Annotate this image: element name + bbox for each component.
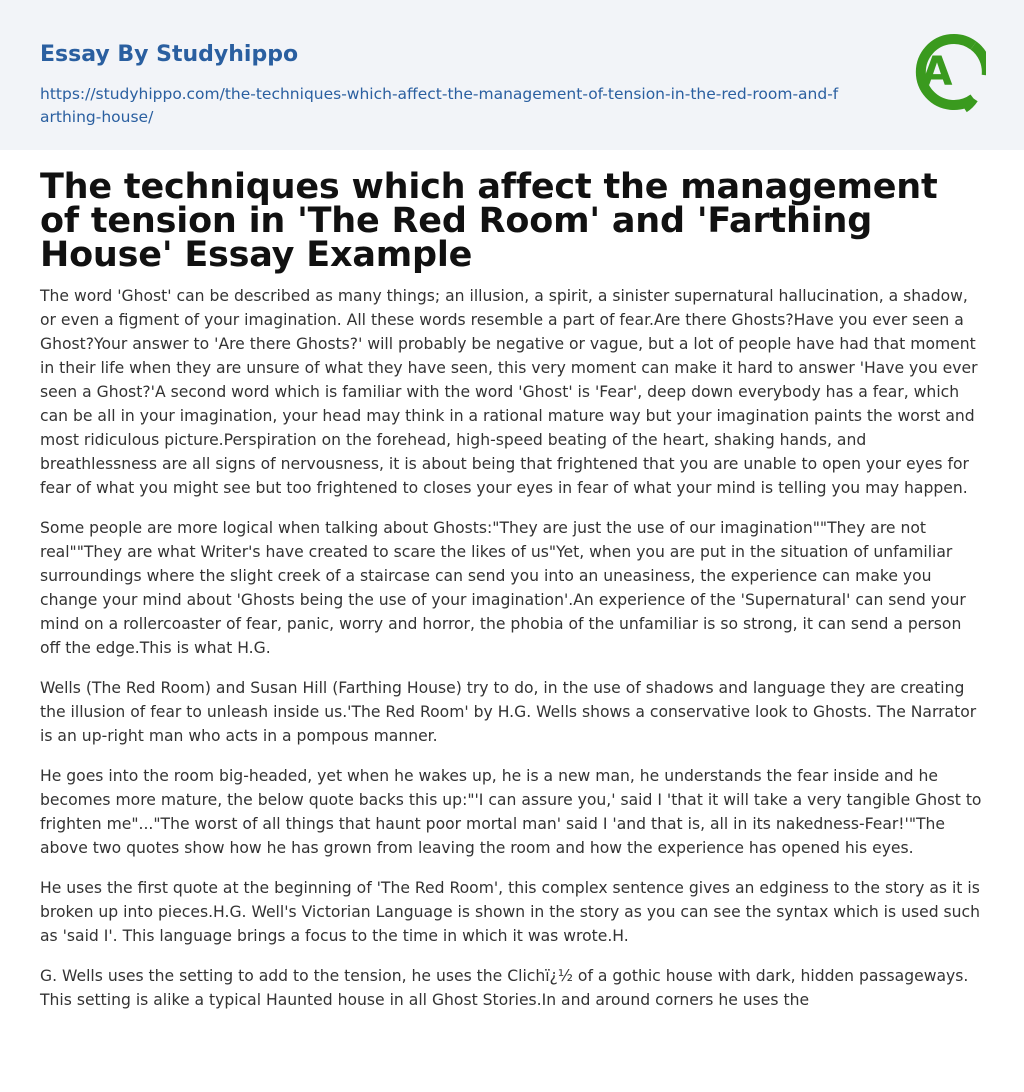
article-title: The techniques which affect the management of tension in 'The Red Room' and 'Farthing House' Essay Example [40,167,938,275]
article-paragraph: He uses the first quote at the beginning of 'The Red Room', this complex sentence gives an edginess to the story as it is broken up into pieces.H.G. Well's Victorian Language is shown in the story as you can see the syntax which is used such as 'said I'. This language brings a focus to the time in which it was wrote.H. [40,879,981,945]
article-paragraph: Some people are more logical when talking about Ghosts:"They are just the use of our imagination""They are not real""They are what Writer's have created to scare the likes of us"Yet, when you are put in the situation of unfamiliar surroundings where the slight creek of a staircase can send you into an uneasiness, the experience can make you change your mind about 'Ghosts being the use of your imagination'.An experience of the 'Supernatural' can send your mind on a rollercoaster of fear, panic, worry and horror, the phobia of the unfamiliar is so strong, it can send a person off the edge.This is what H.G. [40,519,966,657]
article [0,150,1024,1012]
article-paragraph: The word 'Ghost' can be described as many things; an illusion, a spirit, a sinister supernatural hallucination, a shadow, or even a figment of your imagination. All these words resemble a part of fear.Are there Ghosts?Have you ever seen a Ghost?Your answer to 'Are there Ghosts?' will probably be negative or vague, but a lot of people have had that moment in their life when they are unsure of what they have seen, this very moment can make it hard to answer 'Have you ever seen a Ghost?'A second word which is familiar with the word 'Ghost' is 'Fear', deep down everybody has a fear, which can be all in your imagination, your head may think in a rational mature way but your imagination paints the worst and most ridiculous picture.Perspiration on the forehead, high-speed beating of the heart, shaking hands, and breathlessness are all signs of nervousness, it is about being that frightened that you are unable to open your eyes for fear of what you might see but too frightened to closes your eyes in fear of what your mind is telling you may happen. [40,287,978,497]
article-body [40,284,984,1012]
source-url-link[interactable]: https://studyhippo.com/the-techniques-which-affect-the-management-of-tension-in-the-red-room-and-farthing-house/ [40,85,839,126]
article-paragraph: He goes into the room big-headed, yet when he wakes up, he is a new man, he understands the fear inside and he becomes more mature, the below quote backs this up:"'I can assure you,' said I 'that it will take a very tangible Ghost to frighten me"..."The worst of all things that haunt poor mortal man' said I 'and that is, all in its nakedness-Fear!'"The above two quotes show how he has grown from leaving the room and how the experience has opened his eyes. [40,767,982,857]
article-paragraph: Wells (The Red Room) and Susan Hill (Farthing House) try to do, in the use of shadows and language they are creating the illusion of fear to unleash inside us.'The Red Room' by H.G. Wells shows a conservative look to Ghosts. The Narrator is an up-right man who acts in a pompous manner. [40,679,977,745]
logo-letter: A [921,49,953,95]
site-header [0,0,1024,150]
site-brand[interactable]: Essay By Studyhippo [40,42,299,67]
article-paragraph: G. Wells uses the setting to add to the tension, he uses the Clichï¿½ of a gothic house with dark, hidden passageways. This setting is alike a typical Haunted house in all Ghost Stories.In and around corners he uses the [40,967,969,1009]
studyhippo-logo-icon[interactable] [910,28,986,116]
